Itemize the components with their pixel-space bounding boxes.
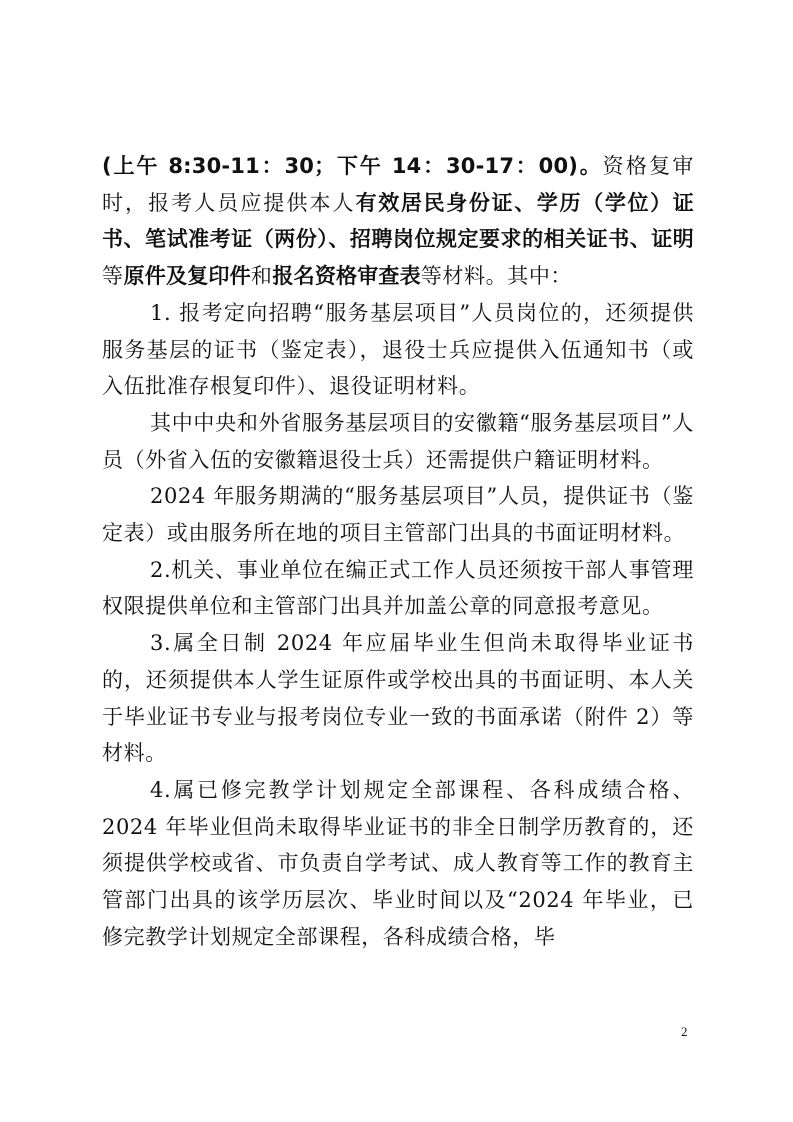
review-outro-text: 等材料。其中：	[420, 264, 573, 289]
item-1-text: 1. 报考定向招聘“服务基层项目”人员岗位的，还须提供服务基层的证书（鉴定表），退役士兵应提供入伍通知书（或入伍批准存根复印件）、退役证明材料。	[102, 300, 694, 399]
paragraph-item-3	[102, 625, 694, 772]
item-1-2024-text: 2024 年服务期满的“服务基层项目”人员，提供证书（鉴定表）或由服务所在地的项目主管部门出具的书面证明材料。	[102, 484, 694, 546]
connector-text: 和	[250, 264, 273, 289]
connector-text: 等	[102, 264, 124, 289]
originals-copies-text: 原件及复印件	[123, 264, 251, 289]
body-text	[102, 148, 694, 955]
paragraph-item-1	[102, 295, 694, 405]
item-2-text: 2.机关、事业单位在编正式工作人员还须按干部人事管理权限提供单位和主管部门出具并加盖公章的同意报考意见。	[102, 557, 694, 619]
page-number: 2	[681, 1024, 688, 1039]
review-time-text: (上午 8:30-11：30；下午 14：30-17：00)。	[102, 154, 603, 178]
paragraph-review-intro	[102, 148, 694, 295]
item-3-text: 3.属全日制 2024 年应届毕业生但尚未取得毕业证书的，还须提供本人学生证原件或学校出具的书面证明、本人关于毕业证书专业与报考岗位专业一致的书面承诺（附件 2）等材料。	[102, 631, 694, 766]
paragraph-item-4	[102, 772, 694, 956]
paragraph-item-1-2024	[102, 478, 694, 551]
paragraph-item-1-central	[102, 405, 694, 478]
review-intro-text: 资格复审时，报考人员应提供本人	[102, 154, 694, 215]
paragraph-item-2	[102, 552, 694, 625]
item-4-text: 4.属已修完教学计划规定全部课程、各科成绩合格、2024 年毕业但尚未取得毕业证书的非全日制学历教育的，还须提供学校或省、市负责自学考试、成人教育等工作的教育主管部门出具的该学历层次、毕业时间以及“2024 年毕业，已修完教学计划规定全部课程，各科成绩合格，毕	[102, 777, 694, 949]
required-documents-text: 有效居民身份证、学历（学位）证书、笔试准考证（两份）、招聘岗位规定要求的相关证书、证明	[102, 190, 695, 252]
qualification-form-text: 报名资格审查表	[272, 264, 421, 289]
item-1-central-text: 其中中央和外省服务基层项目的安徽籍“服务基层项目”人员（外省入伍的安徽籍退役士兵）还需提供户籍证明材料。	[102, 410, 694, 472]
